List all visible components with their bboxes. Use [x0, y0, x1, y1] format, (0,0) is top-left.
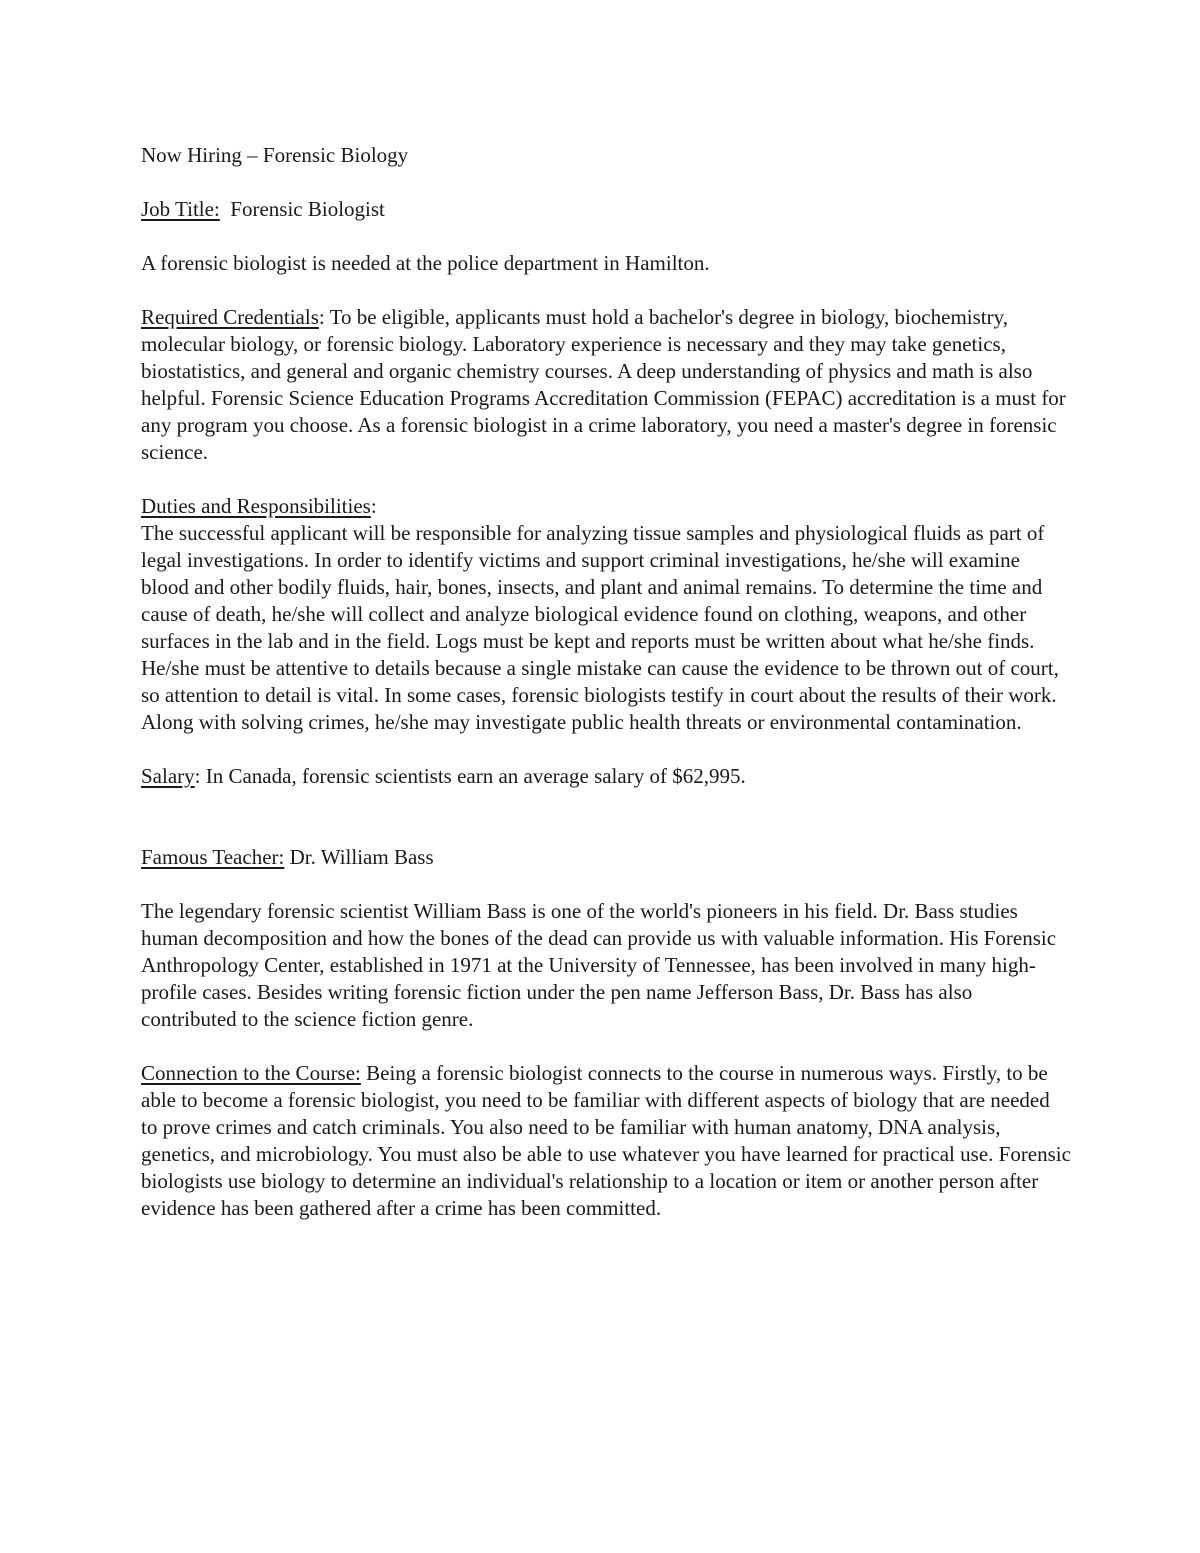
- teacher-name: Dr. William Bass: [284, 845, 434, 869]
- document-body: [141, 142, 1071, 1249]
- teacher-heading: [141, 844, 1071, 871]
- intro-paragraph: A forensic biologist is needed at the police department in Hamilton.: [141, 251, 710, 275]
- credentials-text: : To be eligible, applicants must hold a bachelor's degree in biology, biochemistry, molecular biology, or forensic biology. Laboratory experience is necessary and they may take genetics, biostatistics, and general and organic chemistry courses. A deep understanding of physics and math is also helpful. Forensic Science Education Programs Accreditation Commission (FEPAC) accreditation is a must for any program you choose. As a forensic biologist in a crime laboratory, you need a master's degree in forensic science.: [141, 305, 1066, 464]
- salary-text: : In Canada, forensic scientists earn an average salary of $62,995.: [194, 764, 746, 788]
- connection-text: Being a forensic biologist connects to the course in numerous ways. Firstly, to be able to become a forensic biologist, you need to be familiar with different aspects of biology that are needed to prove crimes and catch criminals. You also need to be familiar with human anatomy, DNA analysis, genetics, and microbiology. You must also be able to use whatever you have learned for practical use. Forensic biologists use biology to determine an individual's relationship to a location or item or another person after evidence has been gathered after a crime has been committed.: [141, 1061, 1071, 1220]
- job-title-line: [141, 196, 1071, 223]
- credentials-paragraph: [141, 304, 1071, 466]
- duties-section: [141, 493, 1071, 736]
- salary-paragraph: [141, 763, 1071, 790]
- spacer: [141, 817, 1071, 844]
- credentials-label: Required Credentials: [141, 305, 319, 329]
- teacher-label: Famous Teacher: [141, 845, 279, 869]
- connection-label: Connection to the Course:: [141, 1061, 361, 1085]
- teacher-colon: :: [278, 845, 285, 869]
- job-title-label: Job Title:: [141, 197, 220, 221]
- salary-label: Salary: [141, 764, 195, 788]
- duties-heading: [141, 493, 1071, 520]
- duties-text: The successful applicant will be responsible for analyzing tissue samples and physiological fluids as part of legal investigations. In order to identify victims and support criminal investigations, he/she will examine blood and other bodily fluids, hair, bones, insects, and plant and animal remains. To determine the time and cause of death, he/she will collect and analyze biological evidence found on clothing, weapons, and other surfaces in the lab and in the field. Logs must be kept and reports must be written about what he/she finds. He/she must be attentive to details because a single mistake can cause the evidence to be thrown out of court, so attention to detail is vital. In some cases, forensic biologists testify in court about the results of their work. Along with solving crimes, he/she may investigate public health threats or environmental contamination.: [141, 521, 1059, 734]
- connection-paragraph: [141, 1060, 1071, 1222]
- duties-label: Duties and Responsibilities: [141, 494, 371, 518]
- duties-colon: :: [370, 494, 377, 518]
- job-title-value: Forensic Biologist: [219, 197, 385, 221]
- teacher-paragraph: The legendary forensic scientist William Bass is one of the world's pioneers in his field. Dr. Bass studies human decomposition and how the bones of the dead can provide us with valuable information. His Forensic Anthropology Center, established in 1971 at the University of Tennessee, has been involved in many high-profile cases. Besides writing forensic fiction under the pen name Jefferson Bass, Dr. Bass has also contributed to the science fiction genre.: [141, 899, 1057, 1031]
- document-title: Now Hiring – Forensic Biology: [141, 143, 409, 167]
